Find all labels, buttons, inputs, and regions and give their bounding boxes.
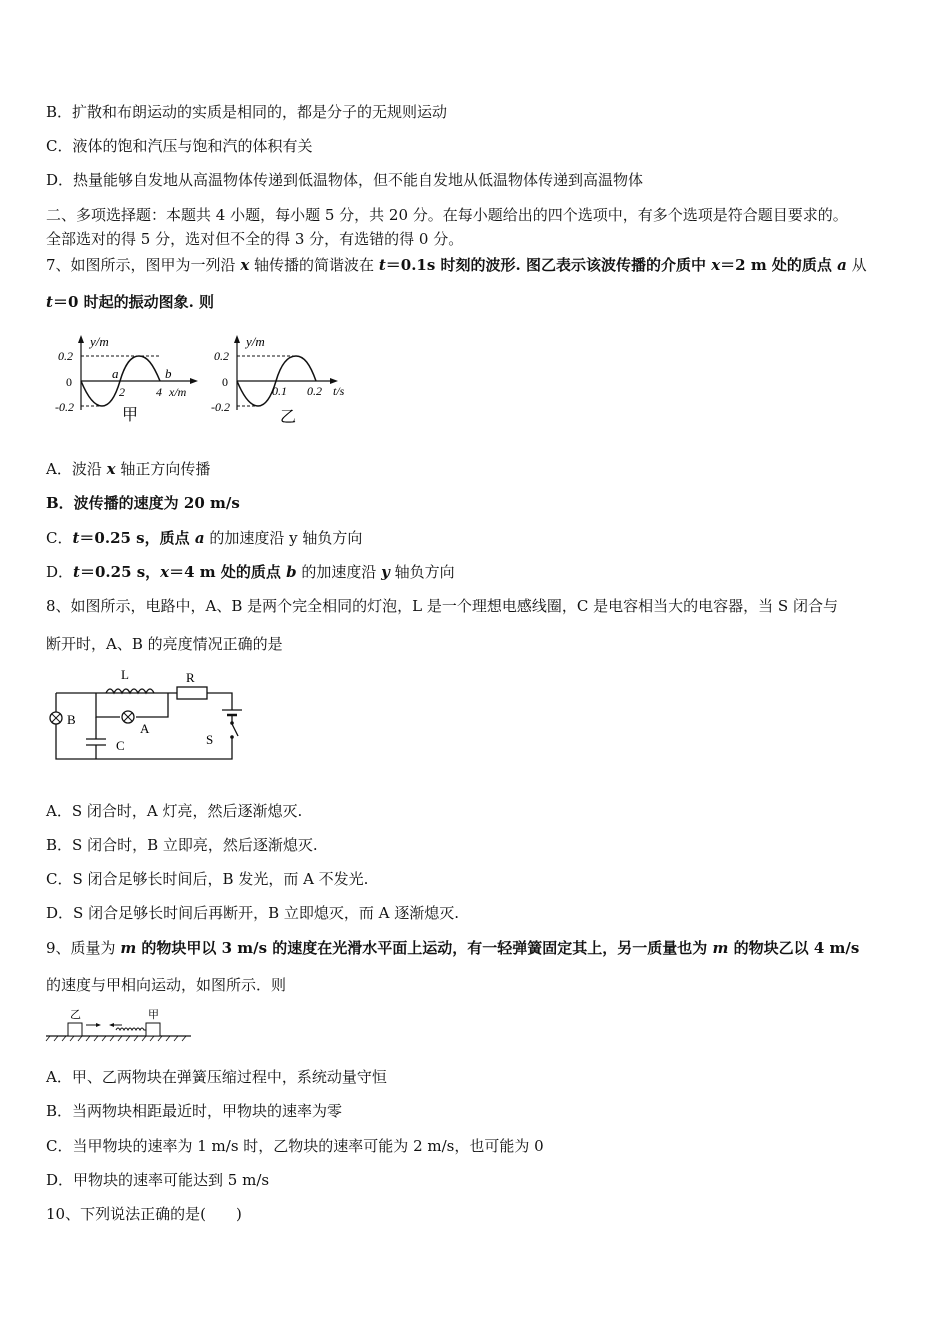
q8-option-a: A．S 闭合时，A 灯亮，然后逐渐熄灭. <box>46 802 303 820</box>
q8-stem-line2: 断开时，A、B 的亮度情况正确的是 <box>46 635 283 653</box>
jia-y-top: 0.2 <box>58 349 73 363</box>
jia-point-b: b <box>165 366 172 381</box>
q8-option-c: C．S 闭合足够长时间后，B 发光，而 A 不发光. <box>46 870 369 888</box>
yi-x-label: t/s <box>333 384 345 398</box>
label-yi: 乙 <box>70 1009 81 1021</box>
yi-y-arrow <box>234 335 240 343</box>
jia-caption: 甲 <box>122 407 139 424</box>
q7-option-b: B．波传播的速度为 20 m/s <box>46 494 240 512</box>
q9-option-b: B．当两物块相距最近时，甲物块的速率为零 <box>46 1102 343 1120</box>
spring <box>116 1028 146 1030</box>
inductor-coil <box>106 689 154 693</box>
q6-option-c: C．液体的饱和汽压与饱和汽的体积有关 <box>46 137 313 155</box>
yi-t-01: 0.1 <box>272 384 287 398</box>
yi-y-bottom: -0.2 <box>211 400 230 414</box>
switch-contact-top <box>230 721 234 725</box>
label-r: R <box>186 670 195 685</box>
section2-heading-line1: 二、多项选择题：本题共 4 小题，每小题 5 分，共 20 分。在每小题给出的四个选项中，有多个选项是符合题目要求的。 <box>46 206 848 224</box>
yi-caption: 乙 <box>280 409 297 426</box>
label-l: L <box>121 667 129 682</box>
jia-y-arrow <box>78 335 84 343</box>
yi-t-02: 0.2 <box>307 384 322 398</box>
q6-option-b: B．扩散和布朗运动的实质是相同的，都是分子的无规则运动 <box>46 103 448 121</box>
jia-x-4: 4 <box>156 385 162 399</box>
q7-option-d: D．t＝0.25 s，x＝4 m 处的质点 b 的加速度沿 y 轴负方向 <box>46 563 455 581</box>
jia-y-zero: 0 <box>66 375 72 389</box>
yi-y-zero: 0 <box>222 375 228 389</box>
q7-option-c: C．t＝0.25 s，质点 a 的加速度沿 y 轴负方向 <box>46 529 363 547</box>
yi-y-label: y/m <box>246 334 265 349</box>
q9-option-c: C．当甲物块的速率为 1 m/s 时，乙物块的速率可能为 2 m/s，也可能为 0 <box>46 1137 544 1155</box>
jia-y-bottom: -0.2 <box>55 400 74 414</box>
resistor-rect <box>177 687 207 699</box>
jia-x-arrow <box>190 378 198 384</box>
q9-option-a: A．甲、乙两物块在弹簧压缩过程中，系统动量守恒 <box>46 1068 387 1086</box>
section2-heading-line2: 全部选对的得 5 分，选对但不全的得 3 分，有选错的得 0 分。 <box>46 230 464 248</box>
jia-x-label: x/m <box>169 385 187 399</box>
q7-stem-line1: 7、如图所示，图甲为一列沿 x 轴传播的简谐波在 t＝0.1s 时刻的波形. 图乙表示该波传播的介质中 x＝2 m 处的质点 a 从 <box>46 256 867 274</box>
q10-stem: 10、下列说法正确的是( ) <box>46 1205 242 1223</box>
block-yi <box>68 1023 82 1036</box>
jia-x-2: 2 <box>119 385 125 399</box>
label-b: B <box>67 712 76 727</box>
branch-a-left <box>96 693 120 717</box>
branch-a-right <box>136 693 168 717</box>
outer-wire-right-top <box>217 693 232 710</box>
q8-stem-line1: 8、如图所示，电路中，A、B 是两个完全相同的灯泡，L 是一个理想电感线圈，C 是电容相当大的电容器，当 S 闭合与 <box>46 597 838 615</box>
label-jia: 甲 <box>148 1009 159 1021</box>
arrow-yi-head <box>96 1023 101 1027</box>
ground-hatch <box>46 1036 186 1041</box>
q7-stem-line2: t＝0 时起的振动图象. 则 <box>46 293 215 311</box>
q9-option-d: D．甲物块的速率可能达到 5 m/s <box>46 1171 270 1189</box>
q9-stem-line1: 9、质量为 m 的物块甲以 3 m/s 的速度在光滑水平面上运动，有一轻弹簧固定其上，另一质量也为 m 的物块乙以 4 m/s <box>46 939 860 957</box>
q8-circuit-diagram <box>44 666 254 766</box>
label-s: S <box>206 732 214 747</box>
q7-option-a: A．波沿 x 轴正方向传播 <box>46 460 211 478</box>
label-a: A <box>140 721 150 736</box>
switch-contact-bottom <box>230 735 234 739</box>
label-c: C <box>116 738 125 753</box>
q8-option-d: D．S 闭合足够长时间后再断开，B 立即熄灭，而 A 逐渐熄灭. <box>46 904 460 922</box>
q9-blocks-spring-diagram <box>44 1005 194 1045</box>
vibration-graph-yi <box>208 332 358 427</box>
q8-option-b: B．S 闭合时，B 立即亮，然后逐渐熄灭. <box>46 836 318 854</box>
yi-y-top: 0.2 <box>214 349 229 363</box>
q6-option-d: D．热量能够自发地从高温物体传递到低温物体，但不能自发地从低温物体传递到高温物体 <box>46 171 644 189</box>
q9-stem-line2: 的速度与甲相向运动，如图所示．则 <box>46 976 287 994</box>
jia-y-label: y/m <box>90 334 109 349</box>
block-jia <box>146 1023 160 1036</box>
wave-graph-jia <box>52 332 202 427</box>
switch-lever <box>232 724 238 736</box>
arrow-jia-head <box>109 1023 114 1027</box>
jia-point-a: a <box>112 366 119 381</box>
